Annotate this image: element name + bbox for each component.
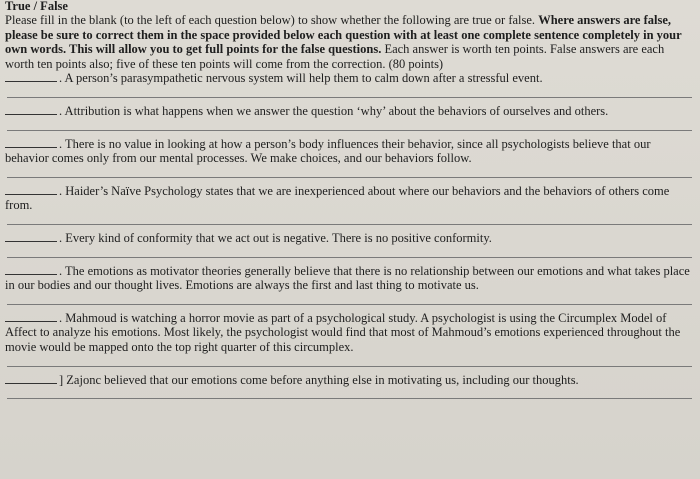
question-6 (5, 264, 694, 293)
answer-blank-8[interactable] (5, 373, 57, 384)
instructions-part1: Please fill in the blank (to the left of each question below) to show whether the following are true or false. (5, 13, 539, 27)
question-text-1: . A person’s parasympathetic nervous system will help them to calm down after a stressful event. (59, 71, 543, 86)
answer-blank-4[interactable] (5, 184, 57, 195)
answer-blank-5[interactable] (5, 231, 57, 242)
answer-blank-6[interactable] (5, 264, 57, 275)
instructions-part2: Each answer is worth ten points. False answers are each worth ten points also; five of these ten points will come from the correction. (80 points) (5, 42, 665, 71)
question-4 (5, 184, 694, 213)
correction-line-2[interactable] (7, 119, 692, 131)
answer-blank-2[interactable] (5, 104, 57, 115)
correction-line-8[interactable] (7, 387, 692, 399)
question-text-3: . There is no value in looking at how a person’s body influences their behavior, since all psychologists believe that our behavior comes only from our mental processes. We make choices, and our behaviors follow. (5, 136, 651, 166)
question-text-6: . The emotions as motivator theories generally believe that there is no relationship between our emotions and what takes place in our bodies and our thought lives. Emotions are always the first and last thing to motivate us. (5, 263, 690, 293)
correction-line-6[interactable] (7, 293, 692, 305)
question-7 (5, 311, 694, 355)
question-text-2: . Attribution is what happens when we answer the question ‘why’ about the behaviors of ourselves and others. (59, 103, 609, 118)
question-3 (5, 137, 694, 166)
question-1 (5, 71, 694, 86)
question-8 (5, 373, 694, 388)
answer-blank-7[interactable] (5, 311, 57, 322)
question-text-5: . Every kind of conformity that we act out is negative. There is no positive conformity. (59, 230, 492, 245)
correction-line-5[interactable] (7, 246, 692, 258)
instructions-bold: Where answers are false, please be sure to correct them in the space provided below each question with at least one complete sentence completely in your own words. This will allow you to get full points for the false questions. (5, 13, 682, 57)
question-text-8: ] Zajonc believed that our emotions come before anything else in motivating us, including our thoughts. (59, 372, 579, 387)
answer-blank-1[interactable] (5, 71, 57, 82)
section-title: True / False (5, 0, 68, 13)
correction-line-7[interactable] (7, 355, 692, 367)
question-2 (5, 104, 694, 119)
instructions (5, 13, 694, 71)
answer-blank-3[interactable] (5, 137, 57, 148)
question-5 (5, 231, 694, 246)
correction-line-4[interactable] (7, 213, 692, 225)
correction-line-3[interactable] (7, 166, 692, 178)
question-text-7: . Mahmoud is watching a horror movie as part of a psychological study. A psychologist is using the Circumplex Model of Affect to analyze his emotions. Most likely, the psychologist would find that most of Mahmoud’s emotions experienced throughout the movie would be mapped onto the top right quarter of this circumplex. (5, 310, 681, 354)
correction-line-1[interactable] (7, 86, 692, 98)
question-text-4: . Haider’s Naïve Psychology states that we are inexperienced about where our behaviors and the behaviors of others come from. (5, 183, 670, 213)
